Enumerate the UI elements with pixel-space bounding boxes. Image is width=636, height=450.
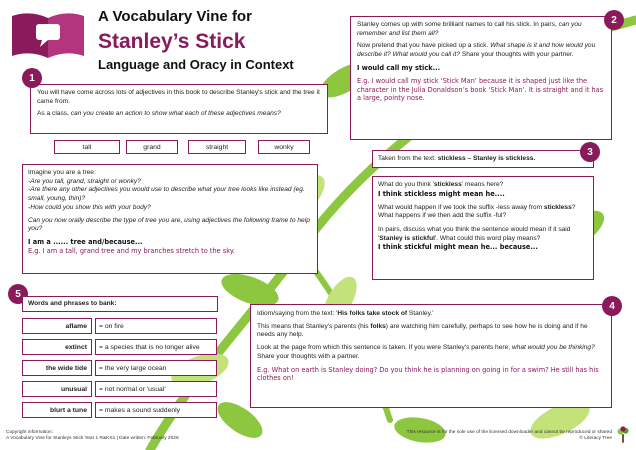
word-bank-row — [22, 402, 217, 418]
section-3-q4-a: In pairs, discuss what you think the sentence would mean if it said ' — [378, 226, 571, 242]
word-bank-word: extinct — [22, 339, 92, 355]
section-3-q4-c: '. What could this word play means? — [434, 234, 541, 242]
section-3-q4 — [378, 226, 588, 243]
section-3-q2-c: ? — [571, 203, 576, 211]
section-4-idiom — [257, 310, 605, 319]
section-2-para-1-plain: Stanley comes up with some brilliant names to call his stick. In pairs, — [357, 21, 559, 28]
footer-licence-text: This resource is for the sole use of the licensed downloader and cannot be reproduced or shared — [406, 430, 612, 435]
word-bank-row — [22, 360, 217, 376]
section-3-q2-b: stickless — [543, 203, 572, 211]
section-1-number-badge: 1 — [22, 68, 42, 88]
section-4-para-2-b: what would you be thinking? — [511, 344, 595, 352]
adjective-tall: tall — [54, 140, 120, 154]
section-3-taken-bold: stickless – Stanley is stickless. — [437, 154, 536, 162]
section-4-para-2 — [257, 344, 605, 361]
section-2-para-1 — [357, 21, 605, 38]
section-2-para-2-end: Share your thoughts with your partner. — [460, 51, 574, 59]
section-4-para-1-a: This means that Stanley's parents (his — [257, 322, 371, 330]
section-4-example: E.g. What on earth is Stanley doing? Do you think he is planning on going in for a swim? He still has his clothes on! — [257, 365, 599, 383]
section-4-box — [250, 304, 612, 408]
footer-copyright-label: Copyright information: — [6, 430, 53, 435]
section-4-para-1 — [257, 323, 605, 340]
section-3-q1-c: ' means here? — [461, 181, 504, 188]
word-bank-word: blurt a tune — [22, 402, 92, 418]
word-bank-row — [22, 339, 217, 355]
section-4-idiom-bold-1: His — [337, 310, 350, 317]
word-bank-word: the wide tide — [22, 360, 92, 376]
section-3-q4-b: Stanley is stickful — [379, 234, 435, 242]
section-4-idiom-plain: Idiom/saying from the text: ' — [257, 310, 338, 317]
section-2-para-1-italic: can you remember and list them all? — [357, 21, 582, 37]
adjective-grand: grand — [126, 140, 178, 154]
section-3-box — [372, 176, 594, 280]
word-bank-row — [22, 381, 217, 397]
section-1-para-1: You will have come across lots of adjectives in this book to describe Stanley's stick and the tree it came from. — [37, 89, 320, 105]
section-4-para-2-c: Share your thoughts with a partner. — [257, 352, 360, 360]
section-3-frame-2: I think stickful might mean he... because... — [378, 243, 538, 252]
adjective-straight: straight — [188, 140, 246, 154]
tree-question-2: -Are there any other adjectives you would use to describe what your tree looks like instead (eg. small, young, thin)? — [28, 186, 305, 203]
tree-example: E.g. I am a tall, grand tree and my branches stretch to the sky. — [28, 246, 235, 255]
word-bank-meaning: = a species that is no longer alive — [95, 339, 217, 355]
tree-box — [22, 164, 318, 274]
section-1-para-2 — [37, 110, 321, 119]
section-4-number-badge: 4 — [602, 296, 622, 316]
footer-brand: © Literacy Tree — [579, 436, 612, 442]
tree-prompt: Can you now orally describe the type of tree you are, using adjectives the following frame to help you? — [28, 216, 310, 233]
word-bank-meaning: = not normal or 'usual' — [95, 381, 217, 397]
section-2-para-2 — [357, 42, 605, 59]
section-4-para-2-a: Look at the page from which this sentence is taken. If you were Stanley's parents here, — [257, 344, 512, 352]
title-line-1: A Vocabulary Vine for — [98, 8, 252, 25]
section-2-para-2-plain: Now pretend that you have picked up a stick. — [357, 42, 491, 50]
footer-copyright-details: A Vocabulary Vine for Stanleys Stick Year 1 R&KS1 | Date written: February 2026 — [6, 436, 179, 442]
word-bank-heading-text: Words and phrases to bank: — [28, 299, 117, 307]
section-2-sentence-frame: I would call my stick... — [357, 63, 441, 72]
section-3-number-badge: 3 — [580, 142, 600, 162]
section-2-number-badge: 2 — [604, 10, 624, 30]
section-2-example: E.g. I would call my stick ‘Stick Man’ because it is shaped just like the character in the Julia Donaldson’s book ‘Stick Man’. It is straight and it has a large, pointy nose. — [357, 76, 604, 103]
page-title: Stanley’s Stick — [98, 30, 246, 53]
section-1-para-2-plain: As a class, — [37, 110, 71, 118]
section-3-q2-a: What would happen if we took the suffix -less away from — [378, 203, 544, 211]
section-4-idiom-end: Stanley.' — [407, 310, 434, 317]
section-3-taken — [378, 155, 535, 164]
section-3-taken-plain: Taken from the text: — [378, 154, 438, 162]
book-speech-bubble-icon — [8, 10, 88, 60]
section-3-header-box — [372, 150, 594, 168]
section-4-para-1-c: ) are watching him carefully, perhaps to see how he is doing and if he needs any help. — [257, 322, 588, 339]
word-bank-meaning: = makes a sound suddenly — [95, 402, 217, 418]
section-4-idiom-bold-2: folks take stock of — [349, 310, 408, 317]
section-3-q2 — [378, 204, 588, 213]
adjective-wonky: wonky — [258, 140, 310, 154]
section-3-q3: What happens if we then add the suffix -ful? — [378, 212, 507, 220]
word-bank-word: aflame — [22, 318, 92, 334]
section-3-q1-a: What do you think ' — [378, 181, 434, 188]
word-bank-meaning: = on fire — [95, 318, 217, 334]
section-3-q1 — [378, 181, 588, 190]
footer-copyright — [6, 430, 179, 442]
section-5-number-badge: 5 — [8, 284, 28, 304]
tree-question-3: -How could you show this with your body? — [28, 203, 151, 211]
footer-licence — [370, 430, 612, 442]
section-3-frame-1: I think stickless might mean he.... — [378, 189, 505, 198]
section-1-para-2-italic: can you create an action to show what each of these adjectives means? — [70, 110, 281, 118]
word-bank-word: unusual — [22, 381, 92, 397]
word-bank-heading — [22, 296, 218, 312]
section-3-q1-b: stickless — [433, 181, 462, 188]
tree-question-1: -Are you tall, grand, straight or wonky? — [28, 177, 141, 185]
tree-sentence-frame: I am a ...... tree and/because... — [28, 237, 143, 246]
section-1-box — [30, 84, 328, 134]
title-subtitle: Language and Oracy in Context — [98, 57, 294, 72]
word-bank-meaning: = the very large ocean — [95, 360, 217, 376]
section-4-para-1-b: folks — [370, 322, 386, 330]
word-bank-row — [22, 318, 217, 334]
section-2-para-2-italic: What shape is it and how would you describe it? What would you call it? — [357, 42, 596, 59]
literacy-tree-logo-icon — [617, 426, 629, 444]
section-2-box — [350, 16, 612, 140]
tree-intro: Imagine you are a tree: — [28, 169, 96, 176]
